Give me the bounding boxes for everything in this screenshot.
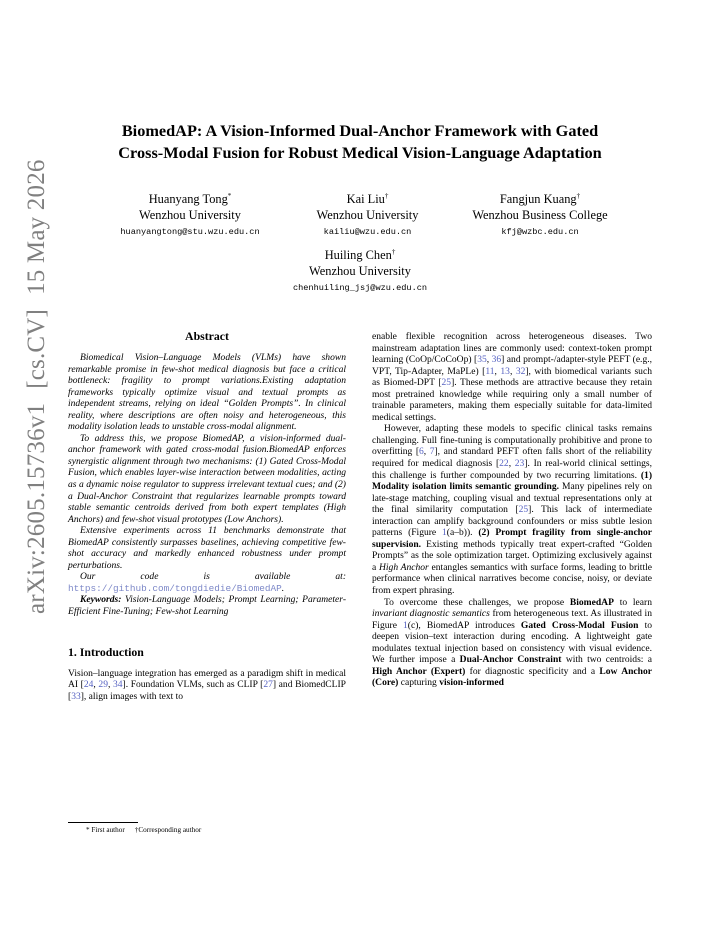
introduction-paragraph-1: Vision–language integration has emerged as a paradigm shift in medical AI [24, 29, 34]. Foundation VLMs, such as CLIP [27] and BiomedCLIP [33], align images with text to bbox=[68, 667, 346, 702]
citation-link[interactable]: 29 bbox=[98, 679, 108, 691]
citation-link[interactable]: 13 bbox=[500, 365, 510, 377]
citation-link[interactable]: 25 bbox=[441, 377, 452, 389]
author-email[interactable]: huanyangtong@stu.wzu.edu.cn bbox=[120, 227, 260, 237]
footnote-first-author: * First author bbox=[86, 826, 125, 834]
author-mark: † bbox=[576, 192, 581, 200]
code-prefix: Our code is available at: bbox=[80, 571, 346, 583]
right-paragraph-1: enable flexible recognition across heterogeneous diseases. Two mainstream adaptation lines are commonly used: context-token prompt learning (CoOp/CoCoOp) [35, 36] and prompt-/adapter-style PEFT (e.g., VPT, Tip-Adapter, MaPLe) [11, 13, 32], with biomedical variants such as Biomed-DPT [25]. These methods are attractive because they retain most pretrained knowledge while requiring only a small number of trainable parameters, making them especially suitable for data-limited medical settings. bbox=[372, 331, 652, 423]
author-mark: * bbox=[227, 192, 232, 200]
footnote bbox=[86, 825, 201, 835]
text-run: to deepen vision–text interaction during encoding. A lightweight gate modulates textual injection based on consistency with visual evidence. We further impose a bbox=[372, 619, 652, 666]
text-run: ] and prompt-/adapter-style PEFT (e.g., VPT, Tip-Adapter, MaPLe) [ bbox=[372, 354, 652, 377]
keywords-text: Vision-Language Models; Prompt Learning; Parameter-Efficient Fine-Tuning; Few-shot Learning bbox=[68, 594, 347, 618]
text-run: entangles semantics with surface forms, leading to brittle performance when clinical narratives become concise, noisy, or deviate from expert phrasing. bbox=[372, 561, 652, 597]
text-run: To overcome these challenges, we propose bbox=[384, 596, 565, 608]
citation-link[interactable]: 25 bbox=[518, 504, 529, 516]
arxiv-category: [cs.CV] bbox=[23, 308, 50, 389]
figure-link[interactable]: 1 bbox=[403, 619, 408, 631]
abstract-keywords bbox=[68, 594, 346, 617]
gated-fusion-term: Gated Cross-Modal Fusion bbox=[520, 619, 639, 631]
text-run: (c), BiomedAP introduces bbox=[407, 619, 515, 631]
citation-link[interactable]: 32 bbox=[515, 365, 526, 377]
figure-link[interactable]: 1 bbox=[442, 527, 447, 539]
text-run: (a–b)). bbox=[446, 527, 473, 539]
arxiv-identifier-stamp bbox=[22, 159, 52, 614]
author-affiliation: Wenzhou University bbox=[309, 264, 411, 278]
text-run: with two centroids: a bbox=[565, 654, 653, 666]
abstract-heading: Abstract bbox=[185, 329, 229, 343]
author-affiliation: Wenzhou University bbox=[139, 208, 241, 222]
title-line-2: Cross-Modal Fusion for Robust Medical Vision-Language Adaptation bbox=[118, 143, 602, 162]
title-line-1: BiomedAP: A Vision-Informed Dual-Anchor Framework with Gated bbox=[121, 121, 599, 140]
author-block-3 bbox=[450, 191, 630, 239]
text-run: Vision–language integration has emerged as a paradigm shift in medical AI [ bbox=[68, 667, 346, 691]
citation-link[interactable]: 7 bbox=[429, 446, 435, 458]
author-name: Kai Liu bbox=[346, 192, 385, 206]
left-column bbox=[68, 329, 346, 702]
citation-link[interactable]: 6 bbox=[419, 446, 424, 458]
citation-link[interactable]: 24 bbox=[83, 679, 94, 691]
text-run: ] and BiomedCLIP [ bbox=[68, 679, 346, 702]
footnote-divider bbox=[68, 822, 138, 823]
text-run: capturing bbox=[400, 677, 437, 689]
dual-anchor-term: Dual-Anchor Constraint bbox=[459, 654, 562, 666]
arxiv-date: 15 May 2026 bbox=[23, 159, 50, 295]
code-link[interactable]: https://github.com/tongdiedie/BiomedAP bbox=[68, 582, 282, 594]
limitation-1-label: (1) Modality isolation limits semantic grounding. bbox=[372, 469, 653, 493]
paper-title bbox=[60, 120, 660, 164]
vision-informed-term: vision-informed bbox=[439, 677, 504, 689]
author-email[interactable]: chenhuiling_jsj@wzu.edu.cn bbox=[292, 283, 428, 293]
text-run: ]. These methods are attractive because they retain most pretrained knowledge while requiring only a small number of trainable parameters, making them especially suitable for data-limited medical settings. bbox=[372, 377, 652, 423]
text-run: to learn bbox=[619, 596, 652, 608]
high-anchor-expert-term: High Anchor (Expert) bbox=[372, 665, 466, 677]
author-block-2 bbox=[300, 191, 435, 239]
text-run: enable flexible recognition across heterogeneous diseases. Two mainstream adaptation lines are commonly used: context-token prompt learning (CoOp/CoCoOp) [ bbox=[372, 331, 652, 366]
author-mark: † bbox=[384, 192, 389, 200]
citation-link[interactable]: 35 bbox=[477, 354, 487, 366]
text-run: Existing methods typically treat expert-crafted “Golden Prompts” as the sole optimization target. Optimizing exclusively against a bbox=[372, 538, 653, 573]
low-anchor-core-term: Low Anchor (Core) bbox=[372, 665, 652, 689]
abstract-code-line: Our code is available at: https://github.com/tongdiedie/BiomedAP. bbox=[68, 571, 346, 594]
author-email[interactable]: kailiu@wzu.edu.cn bbox=[323, 227, 412, 237]
text-run: from heterogeneous text. As illustrated in Figure bbox=[372, 608, 652, 631]
text-run: ], align images with text to bbox=[80, 690, 184, 702]
citation-link[interactable]: 22 bbox=[499, 458, 509, 470]
text-run: However, adapting these models to specific clinical tasks remains challenging. Full fine-tuning is computationally prohibitive and prone to overfitting [ bbox=[372, 423, 652, 458]
abstract-paragraph-3: Extensive experiments across 11 benchmarks demonstrate that BiomedAP consistently surpasses baselines, achieving competitive few-shot accuracy and markedly enhanced robustness under prompt perturbations. bbox=[68, 525, 346, 571]
high-anchor-term: High Anchor bbox=[379, 561, 429, 573]
author-name: Fangjun Kuang bbox=[499, 192, 577, 206]
abstract-paragraph-2: To address this, we propose BiomedAP, a vision-informed dual-anchor framework with gated cross-modal fusion.BiomedAP enforces synergistic alignment through two mechanisms: (1) Gated Cross-Modal Fusion, which enables layer-wise interaction between modalities, acting as a dynamic noise regulator to suppress irrelevant textual cues; and (2) a Dual-Anchor Constraint that regularizes learnable prompts toward stable semantic centroids derived from both expert templates (High Anchors) and few-shot visual prototypes (Low Anchors). bbox=[68, 432, 346, 525]
right-paragraph-3 bbox=[372, 597, 652, 689]
keywords-label: Keywords: bbox=[80, 594, 122, 606]
footnote-corresponding-author: †Corresponding author bbox=[134, 826, 202, 834]
author-mark: † bbox=[391, 248, 396, 256]
text-run: ]. In real-world clinical settings, this challenge is further compounded by two recurring limitations. bbox=[372, 458, 653, 481]
text-run: ], and standard PEFT often falls short of the reliability required for medical diagnosis [ bbox=[372, 446, 652, 470]
citation-link[interactable]: 23 bbox=[514, 458, 525, 470]
method-name: BiomedAP bbox=[569, 596, 614, 608]
author-block-1 bbox=[100, 191, 280, 239]
author-name: Huiling Chen bbox=[324, 248, 392, 262]
right-column bbox=[372, 331, 652, 689]
right-paragraph-2: However, adapting these models to specific clinical tasks remains challenging. Full fine-tuning is computationally prohibitive and prone to overfitting [6, 7], and standard PEFT often falls short of the reliability required for medical diagnosis [22, 23]. In real-world clinical settings, this challenge is further compounded by two recurring limitations. (1) Modality isolation limits semantic grounding. Many pipelines rely on late-stage matching, coupling visual and textual representations only at the final similarity computation [25]. This lack of intermediate interaction can amplify background confounders or miss subtle lesion patterns (Figure 1(a–b)). (2) Prompt fragility from single-anchor supervision. Existing methods typically treat expert-crafted “Golden Prompts” as the sole optimization target. Optimizing exclusively against a High Anchor entangles semantics with surface forms, leading to brittle performance when clinical narratives become concise, noisy, or deviate from expert phrasing. bbox=[372, 423, 653, 597]
author-name: Huanyang Tong bbox=[148, 192, 228, 206]
citation-link[interactable]: 34 bbox=[112, 679, 123, 691]
abstract-body bbox=[68, 352, 346, 618]
text-run: ]. This lack of intermediate interaction can amplify background confounders or miss subtle lesion patterns (Figure bbox=[372, 504, 653, 539]
citation-link[interactable]: 36 bbox=[491, 354, 502, 366]
text-run: ], with biomedical variants such as Biomed-DPT [ bbox=[372, 365, 652, 389]
text-run: for diagnostic specificity and a bbox=[469, 665, 596, 677]
arxiv-id: arXiv:2605.15736v1 bbox=[23, 402, 50, 614]
citation-link[interactable]: 27 bbox=[263, 679, 273, 691]
author-block-4 bbox=[250, 247, 470, 295]
author-affiliation: Wenzhou University bbox=[316, 208, 419, 222]
introduction-heading: 1. Introduction bbox=[68, 644, 144, 659]
citation-link[interactable]: 33 bbox=[71, 690, 81, 702]
limitation-2-label: (2) Prompt fragility from single-anchor supervision. bbox=[372, 527, 652, 550]
author-email[interactable]: kfj@wzbc.edu.cn bbox=[501, 227, 579, 237]
abstract-paragraph-1: Biomedical Vision–Language Models (VLMs) have shown remarkable promise in few-shot medical diagnosis but face a critical bottleneck: fragility to prompt variations.Existing adaptation frameworks typically optimize visual and textual prompts as independent streams, relying on ideal “Golden Prompts”. In clinical reality, where descriptions are often noisy and heterogeneous, this modality isolation leads to unstable cross-modal alignment. bbox=[68, 352, 346, 433]
citation-link[interactable]: 11 bbox=[485, 365, 495, 377]
invariant-semantics-term: invariant diagnostic semantics bbox=[372, 608, 490, 620]
text-run: ]. Foundation VLMs, such as CLIP [ bbox=[122, 679, 264, 691]
text-run: Many pipelines rely on late-stage matching, coupling visual and textual representations only at the final similarity computation [ bbox=[372, 481, 652, 516]
author-affiliation: Wenzhou Business College bbox=[472, 208, 608, 222]
